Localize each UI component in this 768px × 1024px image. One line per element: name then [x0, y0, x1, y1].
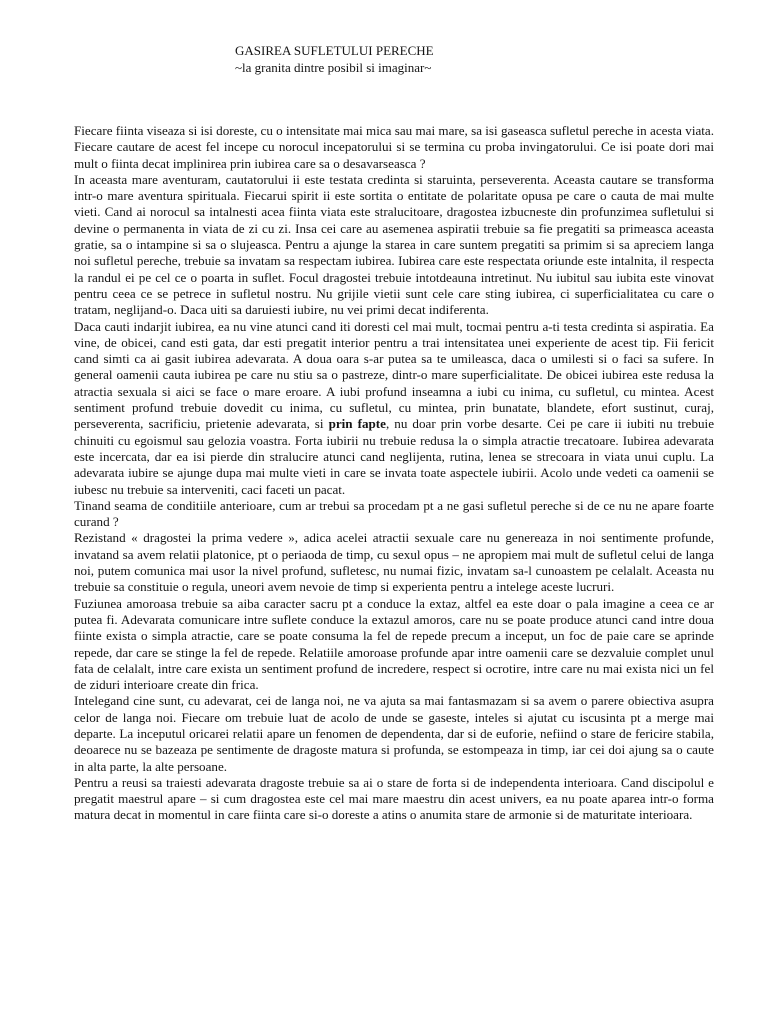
document-body: [74, 123, 714, 824]
paragraph-3-part-2: , nu doar prin vorbe desarte. Cei pe care ii iubiti nu trebuie chinuiti cu egoismul sau gelozia voastra. Forta iubirii nu trebuie redusa la o simpla atractie trecatoare. Iubirea adevarata este incercata, dar ea isi pierde din stralucire atunci cand neglijenta, rutina, lenea se strecoara in viata unui cuplu. La adevarata iubire se ajunge dupa mai multe vieti in care se invata toate aspectele iubirii. Acolo unde vedeti ca oamenii se iubesc nu trebuie sa interveniti, caci faceti un pacat.: [74, 416, 715, 497]
paragraph-3-part-1: Daca cauti indarjit iubirea, ea nu vine atunci cand iti doresti cel mai mult, tocmai pentru a-ti testa credinta si aspiratia. Ea vine, de obicei, cand esti gata, dar esti pregatit interior pentru a trai intensitatea unei experiente de acest tip. Fii fericit cand simti ca ai gasit iubirea adevarata. A doua oara s-ar putea sa te umileasca, daca o umilesti si o faci sa sufere. In general oamenii cauta iubirea pe care nu stiu sa o pastreze, dintr-o mare superficialitate. De obicei iubirea este redusa la atractia sexuala si aici se face o mare eroare. A iubi profund inseamna a iubi cu inima, cu sufletul, cu mintea. Acest sentiment profund trebuie dovedit cu inima, cu sufletul, cu mintea, prin bunatate, blandete, efort sustinut, curaj, perseverenta, sacrificiu, prietenie adevarata, si: [74, 318, 714, 432]
document-subtitle: ~la granita dintre posibil si imaginar~: [235, 60, 432, 75]
paragraph-3: [74, 319, 714, 498]
paragraph-3-bold-phrase: prin fapte: [328, 416, 386, 432]
paragraph-8: Pentru a reusi sa traiesti adevarata dragoste trebuie sa ai o stare de forta si de independenta interioara. Cand discipolul e pregatit maestrul apare – si cum dragostea este cel mai mare maestru din acest univers, ea nu poate aparea intr-o forma matura decat in momentul in care fiinta care si-o doreste a atins o anumita stare de armonie si de maturitate interioara.: [74, 774, 714, 823]
paragraph-5: Rezistand « dragostei la prima vedere », adica acelei atractii sexuale care nu genereaza in noi sentimente profunde, invatand sa avem relatii platonice, pt o periaoda de timp, cu sexul opus – ne apropiem mai mult de sufletul celui de langa noi, putem comunica mai usor la nivel profund, sufletesc, nu numai fizic, invatam sa-l cunoastem pe celalalt. Aceasta nu trebuie sa constituie o regula, uneori avem nevoie de timp si experienta pentru a intelege aceste lucruri.: [74, 530, 714, 595]
paragraph-1: Fiecare fiinta viseaza si isi doreste, cu o intensitate mai mica sau mai mare, sa isi gaseasca sufletul pereche in acesta viata. Fiecare cautare de acest fel incepe cu norocul incepatorului si se termina cu proba invingatorului. Ce isi poate dori mai mult o fiinta decat implinirea prin iubirea care sa o desavarseasca ?: [74, 123, 714, 171]
paragraph-6: Fuziunea amoroasa trebuie sa aiba caracter sacru pt a conduce la extaz, altfel ea este doar o pala imagine a ceea ce ar putea fi. Adevarata comunicare intre suflete conduce la extazul amoros, care nu se poate produce atunci cand intre doua fiinte exista o simpla atractie, care se poate consuma la fel de repede precum a inceput, un foc de paie care se aprinde repede, dar care se stinge la fel de repede. Relatiile amoroase profunde apar intre oamenii care se dezvaluie complet unul fata de celalalt, intre care exista un sentiment profund de incredere, respect si ocrotire, intre care nu mai exista nici un fel de ziduri interioare create din frica.: [74, 595, 714, 693]
paragraph-7: Intelegand cine sunt, cu adevarat, cei de langa noi, ne va ajuta sa mai fantasmazam si sa avem o parere obiectiva asupra celor de langa noi. Fiecare om trebuie luat de acolo de unde se gaseste, inteles si ajutat cu iscusinta pt a merge mai departe. La inceputul oricarei relatii apare un fenomen de dependenta, dar si de euforie, nefiind o stare de fericire stabila, deoarece nu se bazeaza pe sentimente de dragoste matura si profunda, se estompeaza in timp, iar cei doi ajung sa o caute in alta parte, la alte persoane.: [74, 693, 714, 774]
paragraph-4: Tinand seama de conditiile anterioare, cum ar trebui sa procedam pt a ne gasi sufletul pereche si de ce nu ne apare foarte curand ?: [74, 497, 714, 530]
document-title: GASIREA SUFLETULUI PERECHE: [235, 43, 434, 58]
paragraph-2: In aceasta mare aventuram, cautatorului ii este testata credinta si staruinta, perseverenta. Aceasta cautare se transforma intr-o mare aventura spirituala. Fiecarui spirit ii este sortita o entitate de polaritate opusa pe care o cauta de mai multe vieti. Cand ai norocul sa intalnesti acea fiinta viata este stralucitoare, dragostea izbucneste din profunzimea sufletului si devine o permanenta in viata de zi cu zi. Insa cei care au asemenea aspiratii trebuie sa fie pregatiti sa primeasca aceasta gratie, sa o intampine si sa o slujeasca. Pentru a ajunge la starea in care suntem pregatiti sa primim si sa apreciem langa noi sufletul pereche, trebuie sa invatam sa respectam iubirea. Iubirea care este respectata oriunde este intalnita, il respecta la randul ei pe cel ce o poarta in suflet. Focul dragostei trebuie intotdeauna intretinut. Nu iubitul sau iubita este vinovat pentru ceea ce se petrece in sufletul nostru. Nu grijile vietii sunt cele care sting iubirea, ci superficialitatea cu care o tratam, neglijand-o. Daca uiti sa daruiesti iubire, nu vei primi decat indiferenta.: [74, 171, 714, 318]
title-block: [235, 42, 434, 76]
